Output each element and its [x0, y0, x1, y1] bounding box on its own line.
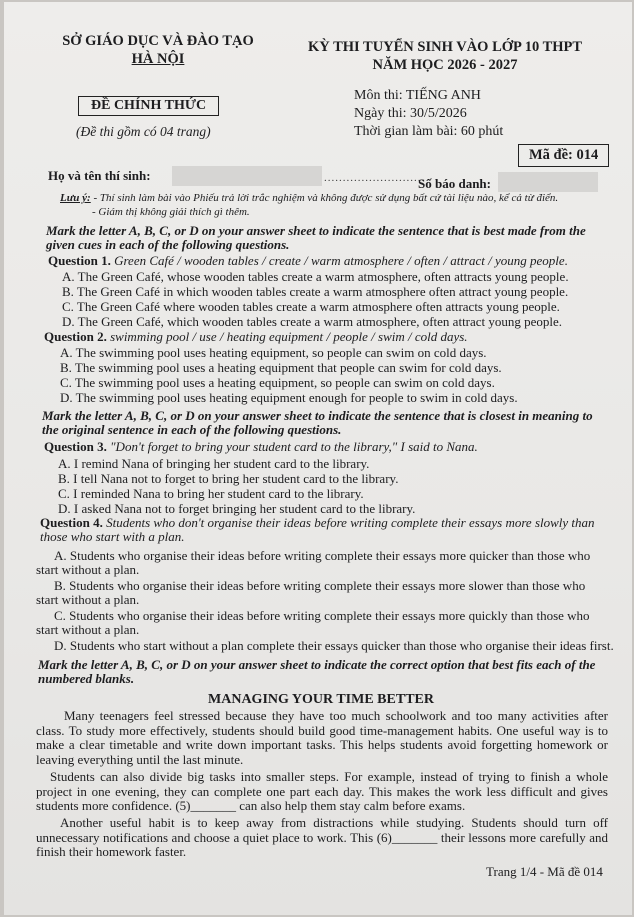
question-4: Question 4. Students who don't organise their ideas before writing complete their essays more slowly than	[40, 515, 595, 530]
q3-option-a: A. I remind Nana of bringing her student card to the library.	[58, 456, 370, 471]
question-3: Question 3. "Don't forget to bring your student card to the library," I said to Nana.	[44, 439, 478, 454]
q1-option-d: D. The Green Café, which wooden tables create a warm atmosphere, often attract young people.	[62, 314, 563, 329]
q4-option-c-cont: start without a plan.	[36, 622, 140, 637]
q1-option-a: A. The Green Café, whose wooden tables create a warm atmosphere, often attracts young people.	[62, 269, 569, 284]
question-1: Question 1. Green Café / wooden tables / create / warm atmosphere / often / attract / young people.	[48, 253, 568, 268]
q4-option-a: A. Students who organise their ideas before writing complete their essays more quicker than those who	[54, 548, 591, 563]
dotted-line: ...........................	[324, 172, 426, 184]
section3-instruction: Mark the letter A, B, C, or D on your answer sheet to indicate the correct option that best fits each of the numbered blanks.	[38, 657, 596, 686]
section1-instruction: Mark the letter A, B, C, or D on your answer sheet to indicate the sentence that is best made from the given cues in each of the following questions.	[46, 223, 586, 252]
q4-option-d: D. Students who start without a plan complete their essays quicker than those who organise their ideas first.	[54, 638, 614, 653]
q2-option-b: B. The swimming pool uses a heating equipment that people can swim for cold days.	[60, 360, 502, 375]
passage-paragraph-1: Many teenagers feel stressed because they have too much schoolwork and too many activities after class. To study more effectively, students should build good time-management habits. One useful way is to make a clear timetable and write down important tasks. This helps students avoid forgetting homework or leaving everything until the last minute.	[36, 708, 608, 767]
passage-paragraph-2: Students can also divide big tasks into smaller steps. For example, instead of trying to finish a whole project in one evening, they can complete one part each day. This makes the work less difficult and gives students more confidence. (5)_______ can also help them stay calm before exams.	[36, 769, 608, 813]
exam-date: Ngày thi: 30/5/2026	[354, 106, 467, 121]
q4-option-b-cont: start without a plan.	[36, 592, 140, 607]
q2-option-a: A. The swimming pool uses heating equipment, so people can swim on cold days.	[60, 345, 487, 360]
q3-option-b: B. I tell Nana not to forget to bring her student card to the library.	[58, 471, 399, 486]
passage-title: MANAGING YOUR TIME BETTER	[208, 692, 434, 707]
exam-code: Mã đề: 014	[518, 144, 609, 167]
department-city: HÀ NỘI	[131, 51, 185, 67]
candidate-name-label: Họ và tên thí sinh:	[48, 168, 151, 183]
department-name: SỞ GIÁO DỤC VÀ ĐÀO TẠO	[62, 33, 254, 49]
redacted-id	[498, 172, 598, 192]
official-badge: ĐỀ CHÍNH THỨC	[78, 96, 219, 116]
candidate-id-label: Số báo danh:	[418, 176, 491, 191]
exam-paper	[4, 2, 632, 915]
subject-line: Môn thi: TIẾNG ANH	[354, 88, 481, 103]
exam-header	[290, 38, 600, 74]
q4-option-c: C. Students who organise their ideas before writing complete their essays more quickly than those who	[54, 608, 590, 623]
q1-option-c: C. The Green Café where wooden tables create a warm atmosphere often attracts young people.	[62, 299, 560, 314]
q2-option-d: D. The swimming pool uses heating equipment enough for people to swim in cold days.	[60, 390, 518, 405]
q4-option-a-cont: start without a plan.	[36, 562, 140, 577]
note-line-1: Lưu ý: - Thí sinh làm bài vào Phiếu trả lời trắc nghiệm và không được sử dụng bất cứ tài liệu nào, kể cả từ điển.	[60, 192, 559, 204]
redacted-name	[172, 166, 322, 186]
exam-title: KỲ THI TUYỂN SINH VÀO LỚP 10 THPT	[307, 39, 583, 55]
school-year: NĂM HỌC 2026 - 2027	[372, 57, 518, 73]
q1-option-b: B. The Green Café in which wooden tables create a warm atmosphere often attract young people.	[62, 284, 569, 299]
note-label: Lưu ý:	[60, 192, 91, 204]
department-header	[48, 32, 268, 68]
exam-duration: Thời gian làm bài: 60 phút	[354, 124, 504, 139]
question-4-cont: those who start with a plan.	[40, 529, 185, 544]
page-footer: Trang 1/4 - Mã đề 014	[486, 864, 603, 879]
section2-instruction: Mark the letter A, B, C, or D on your answer sheet to indicate the sentence that is closest in meaning to the original sentence in each of the following questions.	[42, 408, 593, 437]
q3-option-c: C. I reminded Nana to bring her student card to the library.	[58, 486, 364, 501]
note-line-2: - Giám thị không giải thích gì thêm.	[92, 206, 250, 218]
q2-option-c: C. The swimming pool uses a heating equipment, so people can swim on cold days.	[60, 375, 495, 390]
q3-option-d: D. I asked Nana not to forget bringing her student card to the library.	[58, 501, 416, 516]
passage-paragraph-3: Another useful habit is to keep away from distractions while studying. Students should turn off unnecessary notifications and choose a quiet place to work. This (6)_______ their lessons more carefully and finish their homework faster.	[36, 815, 608, 859]
question-2: Question 2. swimming pool / use / heating equipment / people / swim / cold days.	[44, 329, 468, 344]
q4-option-b: B. Students who organise their ideas before writing complete their essays more slower than those who	[54, 578, 586, 593]
pages-note: (Đề thi gồm có 04 trang)	[76, 124, 211, 139]
